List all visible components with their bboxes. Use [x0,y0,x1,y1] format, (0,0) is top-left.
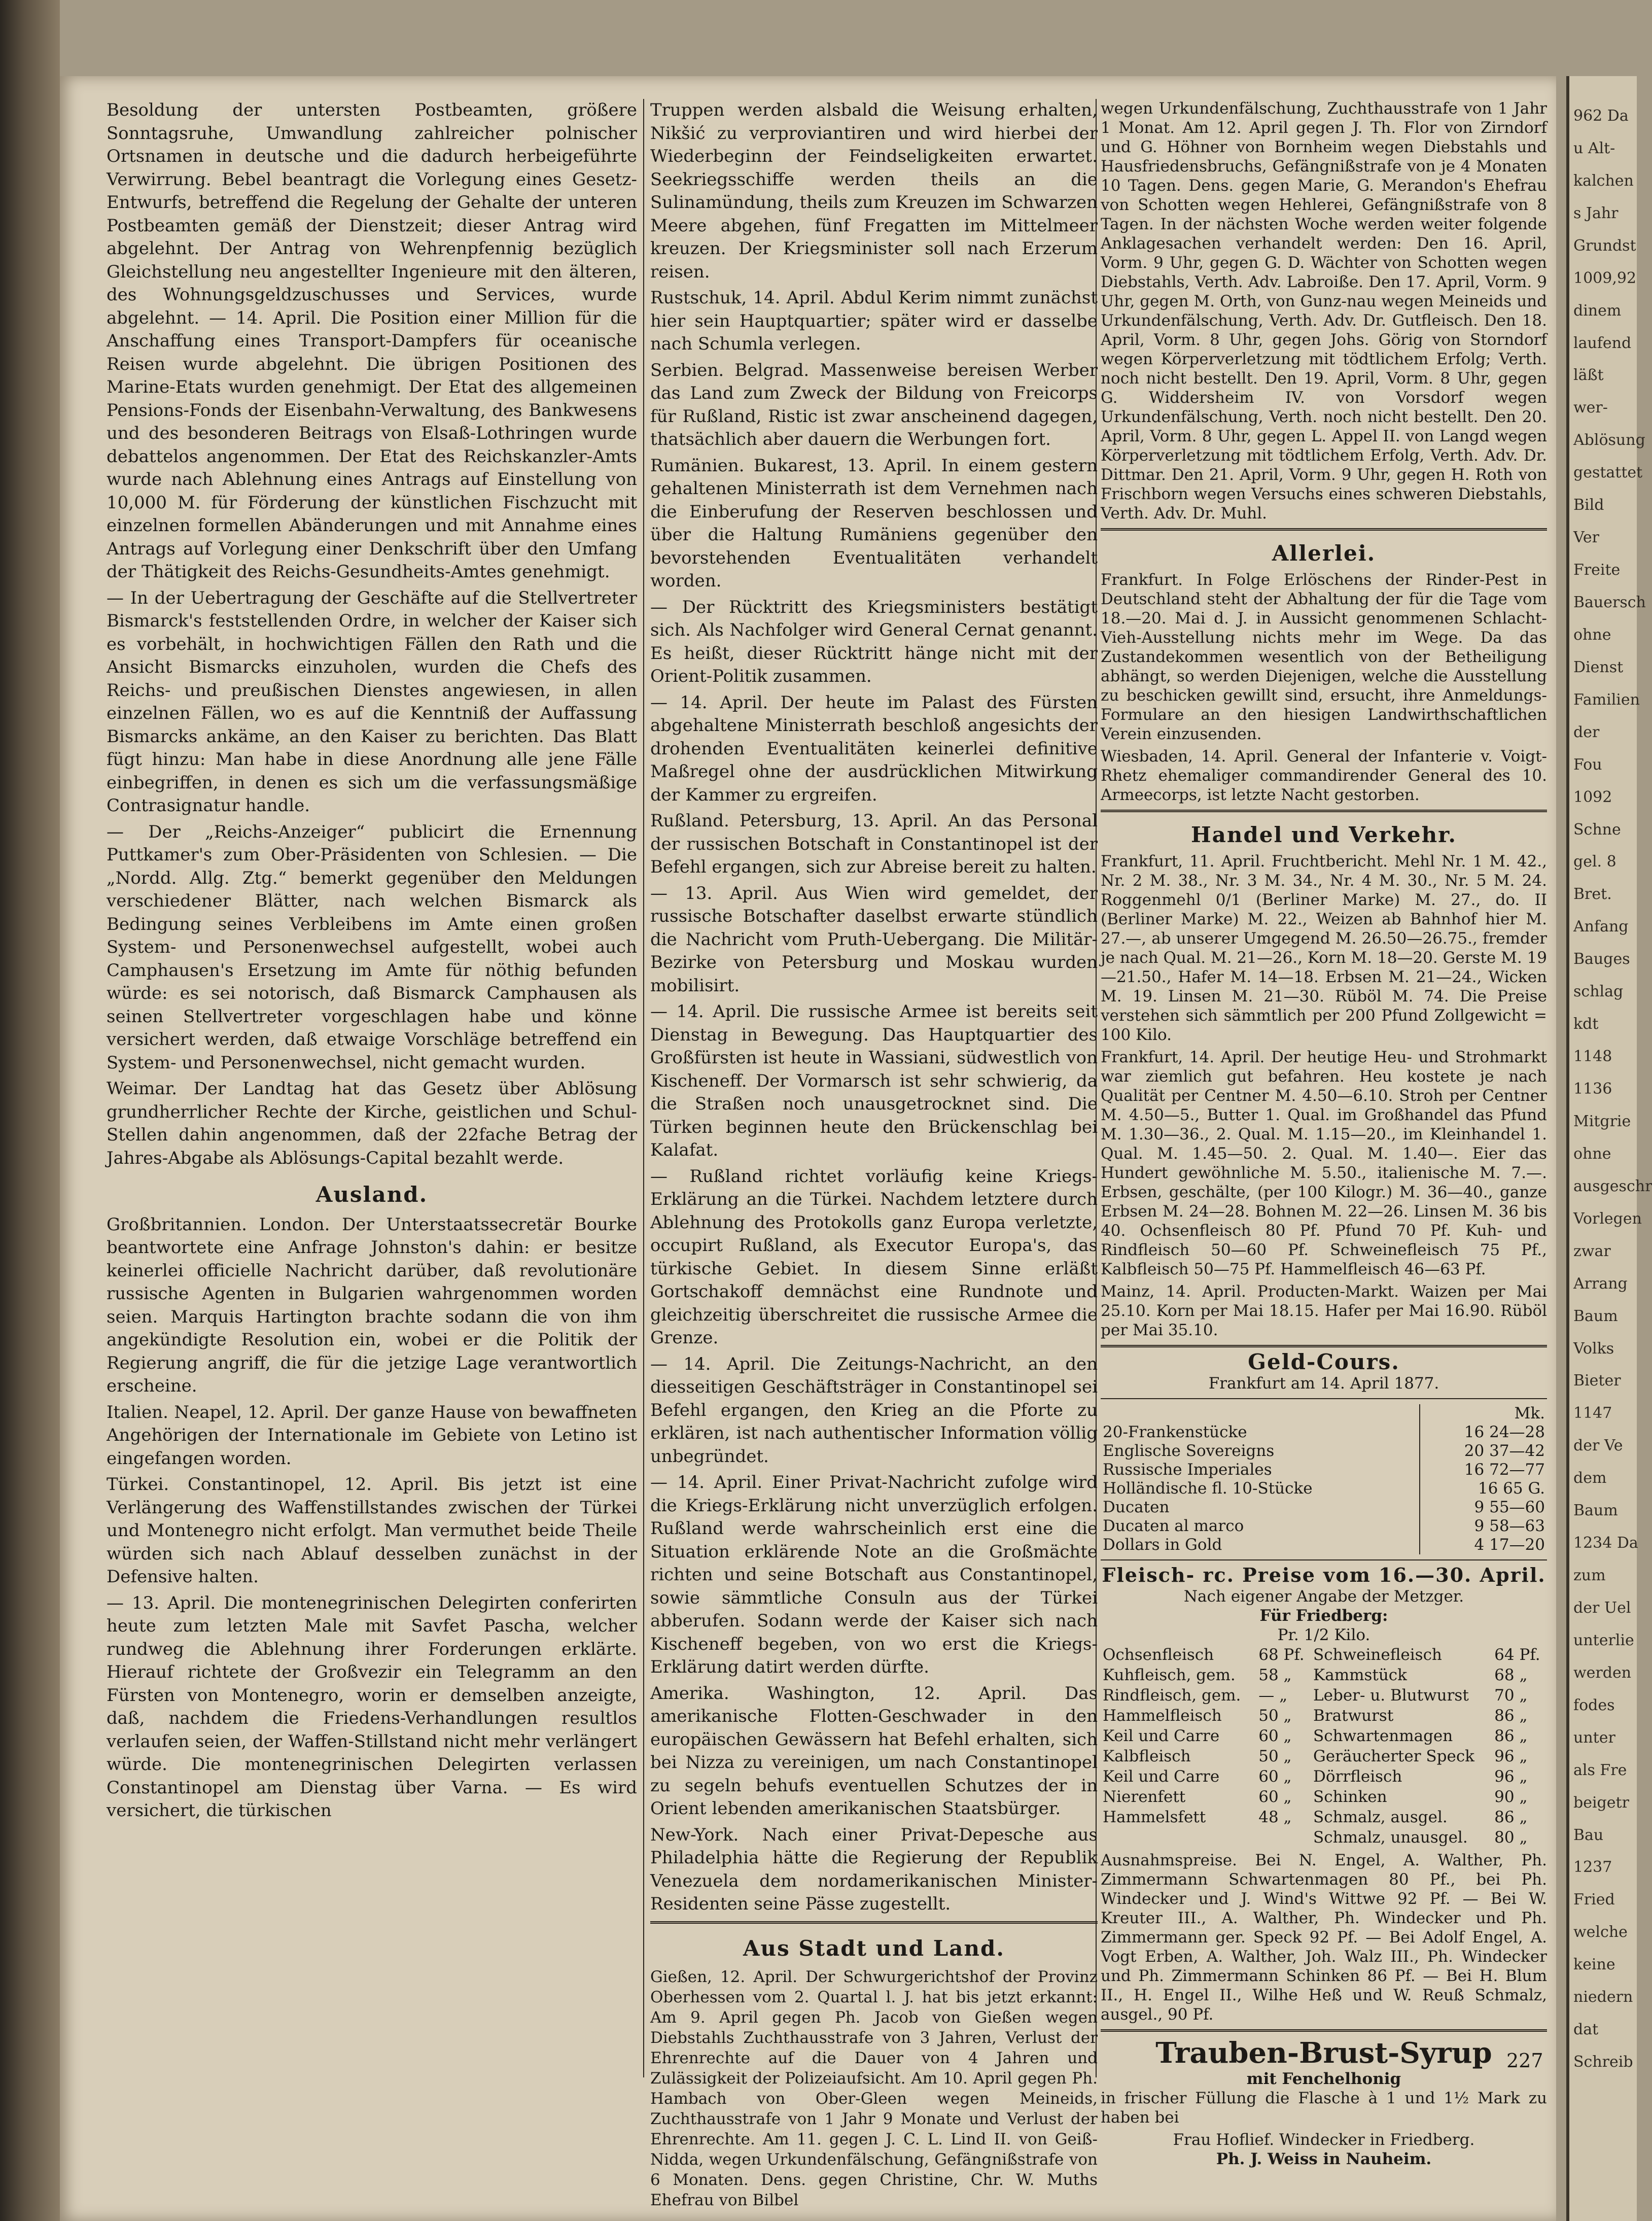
section-heading-allerlei: Allerlei. [1272,541,1376,566]
item-price: 86 „ [1494,1707,1528,1725]
adjacent-page-fragment: zwar [1573,1242,1611,1260]
adjacent-page-fragment: Bret. [1573,885,1612,904]
article-paragraph: Wiesbaden, 14. April. General der Infanterie v. Voigt-Rhetz ehemaliger commandirender General des 10. Armeecorps, ist letzte Nacht gestorben. [1101,747,1547,804]
item-price: 68 „ [1494,1666,1528,1684]
item-price: 50 „ [1258,1707,1292,1725]
advertisement-title: Trauben-Brust-Syrup [1155,2036,1492,2070]
item-name: Hammelfleisch [1103,1707,1222,1725]
item-name: Kuhfleisch, gem. [1103,1666,1236,1684]
advertisement-subtitle: mit Fenchelhonig [1246,2070,1401,2088]
article-tuerkei: Türkei. Constantinopel, 12. April. Bis jetzt ist eine Verlängerung des Waffenstillstandes zwischen der Türkei und Montenegro nicht erfolgt. Man vermuthet beide Theile würden sich nach Ablauf desselben zunächst in der Defensive halten. [107,1474,637,1587]
article-amerika: Amerika. Washington, 12. April. Das amerikanische Flotten-Geschwader in den europäischen Gewässern hat Befehl erhalten, sich bei Nizza zu vereinigen, um nach Constantinopel zu segeln behufs eventuellen Schutzes der in Orient lebenden amerikanischen Staatsbürger. [650,1683,1098,1819]
adjacent-page-fragment: wer- [1573,399,1608,417]
article-paragraph: Frankfurt. In Folge Erlöschens der Rinder-Pest in Deutschland steht der Abhaltung der für die Tage vom 18.—20. Mai d. J. in Aussicht genommenen Schlacht-Vieh-Ausstellung nichts mehr im Wege. Da das Zustandekommen wesentlich von der Betheiligung abhängt, so werden Diejenigen, welche die Ausstellung zu beschicken gewillt sind, ersucht, ihre Anmeldungs-Formulare an den hiesigen Landwirthschaftlichen Verein einzusenden. [1101,571,1547,743]
article-paragraph: Mainz, 14. April. Producten-Markt. Waizen per Mai 25.10. Korn per Mai 18.15. Hafer per Mai 16.90. Rüböl per Mai 35.10. [1101,1282,1547,1339]
divider [1101,528,1547,531]
item-price: — „ [1258,1686,1288,1705]
item-name: Schwartenmagen [1313,1727,1453,1745]
table-row [1101,1517,1547,1536]
advertisement-text: in frischer Füllung die Flasche à 1 und 1½ Mark zu haben bei [1101,2089,1547,2127]
adjacent-page-fragment: Schreib [1573,2053,1633,2071]
currency-name: Ducaten [1103,1498,1170,1516]
currency-name: 20-Frankenstücke [1103,1423,1247,1441]
table-row [1101,1536,1547,1554]
item-price [1256,1827,1311,1848]
adjacent-page-fragment: 1136 [1573,1080,1612,1098]
item-price: 60 „ [1258,1767,1292,1786]
article-paragraph: wegen Urkundenfälschung, Zuchthausstrafe von 1 Jahr 1 Monat. Am 12. April gegen J. Th. Flor von Zirndorf und G. Höhner von Bornheim wegen Diebstahls und Hausfriedensbruchs, Gefängnißstrafe von je 4 Monaten 10 Tagen. Dens. gegen Marie, G. Merandon's Ehefrau von Schotten wegen Hehlerei, Gefängnißstrafe von 8 Tagen. In der nächsten Woche werden weiter folgende Anklagesachen verhandelt werden: Den 16. April, Vorm. 9 Uhr, gegen G. D. Wächter von Schotten wegen Diebstahls, Verth. Adv. Labroiße. Den 17. April, Vorm. 9 Uhr, gegen M. Orth, von Gunz-nau wegen Meineids und Urkundenfälschung, Verth. Adv. Dr. Gutfleisch. Den 18. April, Vorm. 8 Uhr, gegen Johs. Görig von Storndorf wegen Körperverletzung mit tödtlichem Erfolg; Verth. noch nicht bestellt. Den 19. April, Vorm. 8 Uhr, gegen G. Widdersheim IV. von Vorsdorf wegen Urkundenfälschung, Verth. noch nicht bestellt. Den 20. April, Vorm. 8 Uhr, gegen L. Appel II. von Langd wegen Körperverletzung mit tödtlichem Erfolg, Verth. Adv. Dr. Dittmar. Den 21. April, Vorm. 9 Uhr, gegen H. Roth von Frischborn wegen Versuchs eines schweren Diebstahls, Verth. Adv. Dr. Muhl. [1101,99,1547,523]
meat-price-table [1101,1645,1547,1848]
divider [650,1921,1098,1924]
article-paragraph: — Der Rücktritt des Kriegsministers bestätigt sich. Als Nachfolger wird General Cernat genannt. Es heißt, dieser Rücktritt hänge nicht mit der Orient-Politik zusammen. [650,597,1098,686]
currency-value: 16 65 G. [1420,1479,1547,1498]
item-price: 58 „ [1258,1666,1292,1684]
item-name: Geräucherter Speck [1313,1747,1474,1765]
table-row [1101,1498,1547,1517]
adjacent-page-fragment: kalchen [1573,171,1634,190]
adjacent-page-fragment: der [1573,723,1600,741]
item-price: 96 „ [1494,1747,1528,1765]
item-price: 48 „ [1258,1808,1292,1826]
article-paragraph: Truppen werden alsbald die Weisung erhalten, Nikšić zu verproviantiren und wird hierbei der Wiederbeginn der Feindseligkeiten erwartet. Seekriegsschiffe werden theils an die Sulinamündung, theils zum Kreuzen im Schwarzen Meere abgehen, fünf Fregatten im Mittelmeer kreuzen. Der Kriegsminister soll nach Erzerum reisen. [650,100,1098,282]
adjacent-page-fragment: s Jahr [1573,204,1619,222]
article-paragraph: Frankfurt, 14. April. Der heutige Heu- und Strohmarkt war ziemlich gut befahren. Heu kostete je nach Qualität per Centner M. 4.50—6.10. Stroh per Centner M. 4.50—5., Butter 1. Qual. im Großhandel das Pfund M. 1.30—36., 2. Qual. M. 1.15—20., im Kleinhandel 1. Qual. M. 1.45—50. 2. Qual. M. 1.40—. Eier das Hundert gewöhnliche M. 5.50., italienische M. 7.—. Erbsen, geschälte, (per 100 Kilogr.) M. 36—40., ganze Erbsen M. 24—28. Bohnen M. 22—26. Linsen M. 36 bis 40. Ochsenfleisch 80 Pf. Pfund 70 Pf. Kuh- und Rindfleisch 50—60 Pf. Schweinefleisch 75 Pf., Kalbfleisch 50—75 Pf. Hammelfleisch 46—63 Pf. [1101,1048,1547,1278]
item-name: Bratwurst [1313,1707,1394,1725]
item-price: 64 Pf. [1494,1646,1540,1664]
adjacent-page-fragment: ausgeschr [1573,1177,1652,1195]
item-name: Leber- u. Blutwurst [1313,1686,1469,1705]
article-paragraph: — 14. April. Die russische Armee ist bereits seit Dienstag in Bewegung. Das Hauptquartier des Großfürsten ist heute in Wassiani, südwestlich von Kischeneff. Der Vormarsch ist sehr schwierig, da die Straßen noch unausgetrocknet sind. Die Türken beginnen heute den Brückenschlag bei Kalafat. [650,1001,1098,1160]
adjacent-page-fragment: Bau [1573,1826,1604,1844]
item-price: 96 „ [1494,1767,1528,1786]
adjacent-page-fragment: der Ve [1573,1437,1623,1455]
article-paragraph: — 13. April. Aus Wien wird gemeldet, der russische Botschafter daselbst erwarte stündlich die Nachricht vom Pruth-Uebergang. Die Militär-Bezirke von Petersburg und Moskau wurden mobilisirt. [650,883,1098,996]
adjacent-page-fragment: 1237 [1573,1858,1612,1877]
adjacent-page-fragment: Freite [1573,561,1621,579]
divider [1101,810,1547,812]
adjacent-page-fragment: werden [1573,1663,1632,1682]
adjacent-page-fragment: Ver [1573,529,1600,547]
currency-name: Ducaten al marco [1103,1517,1244,1535]
table-row [1101,1726,1547,1746]
column-rule-1 [643,99,644,2077]
ausnahmspreise-text: Ausnahmspreise. Bei N. Engel, A. Walther, Ph. Zimmermann Schwartenmagen 80 Pf., bei Ph. Windecker und J. Wind's Wittwe 92 Pf. — Bei W. Kreuter III., A. Walther, Ph. Windecker und Ph. Zimmermann ger. Speck 92 Pf. — Bei Adolf Engel, A. Vogt Erben, A. Walther, Joh. Walz III., Ph. Windecker und Ph. Zimmermann Schinken 86 Pf. — Bei H. Blum II., H. Engel II., Wilhe Heß und W. Reuß Schmalz, ausgel., 90 Pf. [1101,1851,1547,2024]
fleisch-town: Für Friedberg: [1259,1607,1388,1625]
item-name: Kammstück [1313,1666,1407,1684]
adjacent-page-fragment: Bauges [1573,950,1630,968]
column-3 [1101,99,1547,2169]
adjacent-page-fragment: keine [1573,1956,1615,1974]
divider [1101,2029,1547,2032]
item-price: 86 „ [1494,1808,1528,1826]
adjacent-page-edge [1566,76,1652,2221]
adjacent-page-fragment: Familien [1573,690,1640,709]
item-price: 90 „ [1494,1788,1528,1806]
adjacent-page-fragment: Arrang [1573,1274,1628,1293]
item-name: Keil und Carre [1103,1727,1220,1745]
adjacent-page-fragment: dinem [1573,301,1622,320]
article-paragraph: — Rußland richtet vorläufig keine Kriegs-Erklärung an die Türkei. Nachdem letztere durch Ablehnung des Protokolls ganz Europa verletzte, occupirt Rußland, als Executor Europa's, das türkische Gebiet. In diesem Sinne erläßt Gortschakoff demnächst eine Rundnote und gleichzeitig überschreitet die russische Armee die Grenze. [650,1166,1098,1348]
table-row [1101,1479,1547,1498]
currency-name: Russische Imperiales [1103,1461,1272,1479]
adjacent-page-fragment: welche [1573,1923,1628,1941]
article-italien: Italien. Neapel, 12. April. Der ganze Hause von bewaffneten Angehörigen der Internationale im Gebiete von Letino ist eingefangen worden. [107,1402,637,1469]
article-rumaenien: Rumänien. Bukarest, 13. April. In einem gestern gehaltenen Ministerrath ist dem Vernehmen nach die Einberufung der Reserven beschlossen und über die Haltung Rumäniens gegenüber den bevorstehenden Eventualitäten verhandelt worden. [650,455,1098,591]
adjacent-page-fragment: Bieter [1573,1372,1621,1390]
adjacent-page-fragment: 1092 [1573,788,1612,806]
adjacent-page-fragment: 1009,92 [1573,269,1637,287]
adjacent-page-fragment: als Fre [1573,1761,1627,1779]
adjacent-page-fragment: 962 Da [1573,107,1629,125]
item-price: 80 „ [1494,1828,1528,1847]
item-name: Dörrfleisch [1313,1767,1402,1786]
adjacent-page-fragment: gel. 8 [1573,853,1616,871]
adjacent-page-fragment: Baum [1573,1307,1618,1325]
adjacent-page-fragment: 1147 [1573,1404,1612,1422]
adjacent-page-fragment: dat [1573,2021,1599,2039]
table-row [1101,1807,1547,1827]
article-russland: Rußland. Petersburg, 13. April. An das Personal der russischen Botschaft in Constantinopel ist der Befehl ergangen, sich zur Abreise bereit zu halten. [650,811,1098,877]
adjacent-page-fragment: der Uel [1573,1599,1631,1617]
table-row [1101,1787,1547,1807]
item-name: Rindfleisch, gem. [1103,1686,1241,1705]
item-price: 60 „ [1258,1788,1292,1806]
adjacent-page-fragment: Fried [1573,1891,1615,1909]
article-paragraph: — 14. April. Einer Privat-Nachricht zufolge wird die Kriegs-Erklärung nicht unverzüglich erfolgen. Rußland werde wahrscheinlich erst eine die Situation erklärende Note an die Großmächte richten und seine Botschaft aus Constantinopel, sowie sämmtliche Consuln aus der Türkei abberufen. Sodann werde der Kaiser sich nach Kischeneff begeben, von wo erst die Kriegs-Erklärung datirt werden dürfte. [650,1472,1098,1677]
page-number: 227 [1506,2050,1543,2072]
item-price: 50 „ [1258,1747,1292,1765]
article-paragraph: — 14. April. Die Zeitungs-Nachricht, an den diesseitigen Geschäftsträger in Constantinopel sei Befehl ergangen, den Krieg an die Pforte zu erklären, ist nach authentischer Information völlig unbegründet. [650,1354,1098,1467]
article-paragraph: — 13. April. Die montenegrinischen Delegirten conferirten heute zum letzten Male mit Savfet Pascha, welcher rundweg die Ablehnung ihrer Forderungen erklärte. Hierauf richtete der Großvezir ein Telegramm an den Fürsten von Montenegro, worin er demselben anzeigte, daß, nachdem die Friedens-Verhandlungen resultlos verlaufen seien, der Waffen-Stillstand nicht mehr verlängert würde. Die montenegrinischen Delegirten verlassen Constantinopel am Dienstag über Varna. — Es wird versichert, die türkischen [107,1592,637,1821]
currency-value: 16 72—77 [1420,1461,1547,1479]
table-row [1101,1665,1547,1685]
fleisch-unit: Pr. 1/2 Kilo. [1277,1626,1370,1644]
item-name: Hammelsfett [1103,1808,1206,1826]
section-heading-fleischpreise: Fleisch- rc. Preise vom 16.—30. April. [1102,1564,1546,1586]
adjacent-page-fragment: Mitgrie [1573,1112,1631,1130]
column-1 [107,99,637,1826]
adjacent-page-fragment: unter [1573,1728,1615,1747]
currency-value: 20 37—42 [1420,1442,1547,1461]
currency-name: Dollars in Gold [1103,1536,1222,1554]
item-name: Nierenfett [1103,1788,1186,1806]
adjacent-page-fragment: zum [1573,1567,1606,1585]
article-paragraph: — 14. April. Der heute im Palast des Fürsten abgehaltene Ministerrath beschloß angesichts der drohenden Eventualitäten keinerlei definitive Maßregel ohne der ausdrücklichen Mitwirkung der Kammer zu ergreifen. [650,692,1098,805]
divider [1101,1559,1547,1560]
adjacent-page-fragment: fodes [1573,1696,1615,1714]
currency-name: Englische Sovereigns [1103,1442,1275,1460]
advertisement-seller-2: Ph. J. Weiss in Nauheim. [1216,2150,1432,2168]
adjacent-page-fragment: Bauersch [1573,594,1646,612]
table-row [1101,1827,1547,1848]
item-name: Keil und Carre [1103,1767,1220,1786]
adjacent-page-fragment: Grundst [1573,236,1636,255]
item-price: 86 „ [1494,1727,1528,1745]
adjacent-page-fragment: u Alt- [1573,139,1615,157]
unit-label: Mk. [1420,1404,1547,1423]
table-row [1101,1423,1547,1442]
adjacent-page-fragment: Baum [1573,1502,1618,1520]
table-header-row [1101,1404,1547,1423]
adjacent-page-fragment: Bild [1573,496,1604,514]
table-row [1101,1766,1547,1787]
table-row [1101,1645,1547,1665]
section-heading-handel: Handel und Verkehr. [1191,822,1457,847]
divider [1101,1398,1547,1399]
adjacent-page-fragment: 1234 Da [1573,1534,1638,1552]
adjacent-page-fragment: niedern [1573,1988,1633,2006]
fleisch-subtitle: Nach eigener Angabe der Metzger. [1183,1587,1464,1606]
column-2 [650,99,1098,2213]
adjacent-page-fragment: unterlie [1573,1631,1634,1649]
article-newyork: New-York. Nach einer Privat-Depesche aus Philadelphia hätte die Regierung der Republik Venezuela dem nordamerikanischen Minister-Residenten seine Pässe zugestellt. [650,1824,1098,1914]
adjacent-page-fragment: Fou [1573,755,1602,774]
adjacent-page-fragment: Dienst [1573,658,1624,676]
item-price: 68 Pf. [1258,1646,1305,1664]
item-name: Ochsenfleisch [1103,1646,1214,1664]
table-row [1101,1461,1547,1479]
adjacent-page-fragment: schlag [1573,983,1624,1001]
advertisement-seller-1: Frau Hoflief. Windecker in Friedberg. [1173,2131,1475,2149]
article-paragraph: — In der Uebertragung der Geschäfte auf die Stellvertreter Bismarck's feststellenden Ordre, in welcher der Kaiser sich es vorbehält, in hochwichtigen Fällen den Rath und die Ansicht Bismarcks einzuholen, wurden die Chefs des Reichs- und preußischen Dienstes angewiesen, in allen einzelnen Fällen, wo es auf die Kenntniß der Auffassung Bismarcks ankäme, an den Kaiser zu berichten. Das Blatt fügt hinzu: Man habe in diese Anordnung alle jene Fälle einbegriffen, in denen es sich um die verfassungsmäßige Contrasignatur handle. [107,587,637,816]
divider [1101,1345,1547,1347]
currency-value: 4 17—20 [1420,1536,1547,1554]
item-name [1101,1827,1256,1848]
article-paragraph: Weimar. Der Landtag hat das Gesetz über Ablösung grundherrlicher Rechte der Kirche, geistlichen und Schul-Stellen dahin angenommen, daß der 22fache Betrag der Jahres-Abgabe als Ablösungs-Capital bezahlt werde. [107,1079,637,1168]
adjacent-page-fragment: dem [1573,1469,1607,1487]
adjacent-page-fragment: 1148 [1573,1048,1612,1066]
article-giessen: Gießen, 12. April. Der Schwurgerichtshof der Provinz Oberhessen vom 2. Quartal l. J. hat bis jetzt erkannt: Am 9. April gegen Ph. Jacob von Gießen wegen Diebstahls Zuchthausstrafe von 3 Jahren, Verlust der Ehrenrechte auf die Dauer von 4 Jahren und Zulässigkeit der Polizeiaufsicht. Am 10. April gegen Ph. Hambach von Ober-Gleen wegen Meineids, Zuchthausstrafe von 1 Jahr 9 Monate und Verlust der Ehrenrechte. Am 11. gegen J. C. L. Lind II. von Geiß-Nidda, wegen Urkundenfälschung, Gefängnißstrafe von 6 Monaten. Dens. gegen Christine, Chr. W. Muths Ehefrau von Bilbel [650,1968,1098,2209]
adjacent-page-fragment: laufend [1573,334,1632,352]
currency-value: 9 55—60 [1420,1498,1547,1517]
item-price: 70 „ [1494,1686,1528,1705]
adjacent-page-fragment: Vorlegen [1573,1209,1642,1228]
item-name: Kalbfleisch [1103,1747,1191,1765]
article-paragraph: Rustschuk, 14. April. Abdul Kerim nimmt zunächst hier sein Hauptquartier; später wird er dasselbe nach Schumla verlegen. [650,288,1098,354]
section-heading-geld-cours: Geld-Cours. [1248,1349,1400,1374]
adjacent-page-fragment: Volks [1573,1339,1614,1358]
adjacent-page-fragment: Anfang [1573,918,1629,936]
article-paragraph: — Der „Reichs-Anzeiger“ publicirt die Ernennung Puttkamer's zum Ober-Präsidenten von Schlesien. — Die „Nordd. Allg. Ztg.“ bemerkt gegenüber den Meldungen verschiedener Blätter, nach welchen Bismarck als Bedingung seines Verbleibens im Amte einen großen System- und Personenwechsel aufgestellt, wobei auch Camphausen's Ersetzung im Amte für nöthig befunden würde: es sei notorisch, daß Bismarck Camphausen als seinen Stellvertreter vorgeschlagen habe und könne versichert werden, daß etwaige Vorschläge betreffend ein System- und Personenwechsel, nicht gemacht wurden. [107,821,637,1073]
section-heading-stadt-und-land: Aus Stadt und Land. [743,1935,1005,1961]
item-name: Schmalz, ausgel. [1313,1808,1448,1826]
adjacent-page-fragment: beigetr [1573,1793,1629,1812]
article-serbien: Serbien. Belgrad. Massenweise bereisen Werber das Land zum Zweck der Bildung von Freicorps für Rußland, Ristic ist zwar anscheinend dagegen, thatsächlich aber dauern die Werbungen fort. [650,360,1098,449]
adjacent-page-fragment: ohne [1573,626,1611,644]
currency-value: 9 58—63 [1420,1517,1547,1536]
table-row [1101,1706,1547,1726]
article-grossbritannien: Großbritannien. London. Der Unterstaatssecretär Bourke beantwortete eine Anfrage Johnston's dahin: er besitze keinerlei officielle Nachricht darüber, daß revolutionäre russische Agenten in Bulgarien wahrgenommen worden seien. Marquis Hartington brachte sodann die von ihm angekündigte Resolution ein, wobei er die Politik der Regierung angriff, die für die jetzige Lage verantwortlich erscheine. [107,1214,637,1396]
book-binding [0,0,60,2221]
table-row [1101,1746,1547,1766]
article-paragraph: Besoldung der untersten Postbeamten, größere Sonntagsruhe, Umwandlung zahlreicher polnischer Ortsnamen in deutsche und die dadurch herbeigeführte Verwirrung. Bebel beantragt die Vorlegung eines Gesetz-Entwurfs, betreffend die Regelung der Gehalte der unteren Postbeamten gemäß der Dienstzeit; dieser Antrag wird abgelehnt. Der Antrag von Wehrenpfennig bezüglich Gleichstellung neu angestellter Ingenieure mit den älteren, des Wohnungsgeldzuschusses und Services, wurde abgelehnt. — 14. April. Die Position einer Million für die Anschaffung eines Transport-Dampfers für oceanische Reisen wurde abgelehnt. Die übrigen Positionen des Marine-Etats wurden genehmigt. Der Etat des allgemeinen Pensions-Fonds der Eisenbahn-Verwaltung, des Bankwesens und des besonderen Beitrags von Elsaß-Lothringen wurde debattelos angenommen. Der Etat des Reichskanzler-Amts wurde nach Ablehnung eines Antrags auf Einstellung von 10,000 M. für Förderung der künstlichen Fischzucht mit einzelnen formellen Abänderungen und mit Annahme eines Antrags auf Vorlegung einer Denkschrift über den Umfang der Thätigkeit des Reichs-Gesundheits-Amtes genehmigt. [107,100,637,582]
adjacent-page-fragment: kdt [1573,1015,1599,1033]
item-name: Schmalz, unausgel. [1313,1828,1468,1847]
table-row [1101,1442,1547,1461]
exchange-rate-table [1101,1404,1547,1554]
article-paragraph: Frankfurt, 11. April. Fruchtbericht. Mehl Nr. 1 M. 42., Nr. 2 M. 38., Nr. 3 M. 34., Nr. 4 M. 30., Nr. 5 M. 24. Roggenmehl 0/1 (Berliner Marke) M. 27., do. II (Berliner Marke) M. 22., Weizen ab Bahnhof hier M. 27.—, ab unserer Umgegend M. 26.50—26.75., fremder je nach Qual. M. 21—26., Korn M. 18—20. Gerste M. 19—21.50., Hafer M. 14—18. Erbsen M. 21—24., Wicken M. 19. Linsen M. 21—30. Rüböl M. 74. Die Preise verstehen sich sämmtlich per 200 Pfund Zollgewicht = 100 Kilo. [1101,852,1547,1044]
adjacent-page-fragment: Ablösung [1573,431,1645,449]
table-row [1101,1685,1547,1706]
item-price: 60 „ [1258,1727,1292,1745]
adjacent-page-fragment: ohne [1573,1144,1611,1163]
section-heading-ausland: Ausland. [315,1182,428,1207]
geld-cours-date: Frankfurt am 14. April 1877. [1208,1374,1439,1393]
item-name: Schinken [1313,1788,1387,1806]
item-name: Schweinefleisch [1313,1646,1442,1664]
adjacent-page-fragment: Schne [1573,820,1621,839]
adjacent-page-fragment: gestattet [1573,464,1643,482]
adjacent-page-fragment: läßt [1573,366,1604,385]
currency-name: Holländische fl. 10-Stücke [1103,1479,1313,1498]
currency-value: 16 24—28 [1420,1423,1547,1442]
